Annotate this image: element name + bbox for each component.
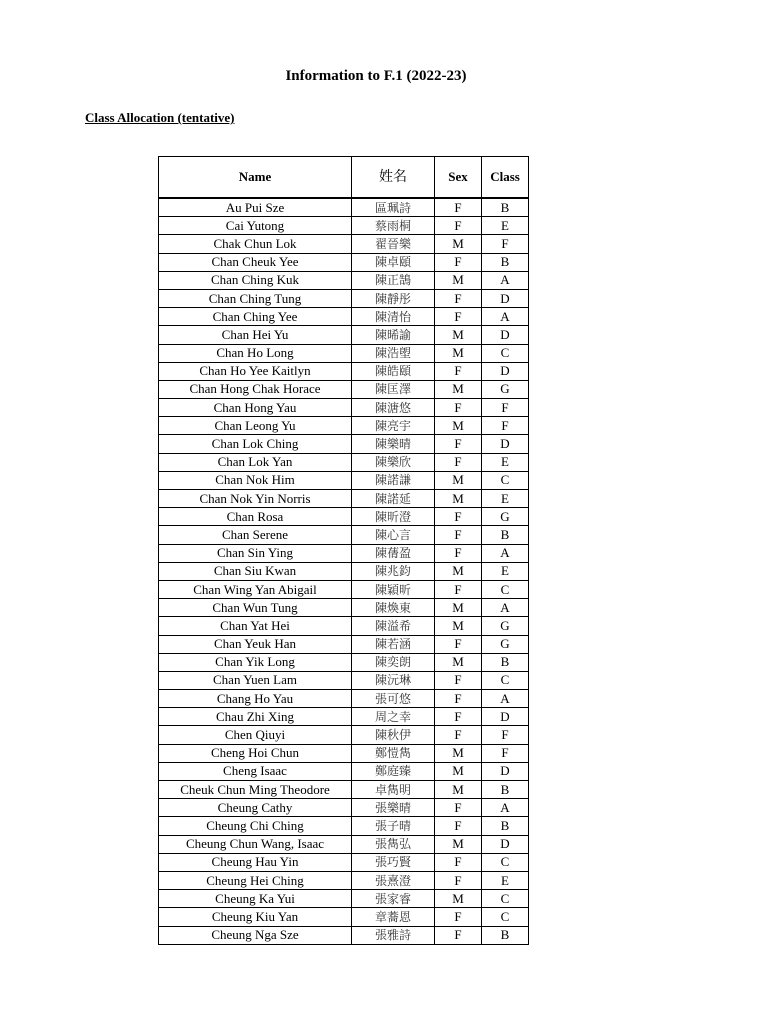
cell-name: Cheung Hei Ching [159, 871, 352, 889]
cell-name: Cheung Hau Yin [159, 853, 352, 871]
cell-sex: F [435, 544, 482, 562]
cell-name: Chan Nok Yin Norris [159, 490, 352, 508]
cell-class: D [482, 362, 529, 380]
cell-class: C [482, 344, 529, 362]
cell-class: F [482, 399, 529, 417]
cell-chinese-name: 章蕎恩 [352, 908, 435, 926]
cell-name: Chan Rosa [159, 508, 352, 526]
cell-name: Chan Yeuk Han [159, 635, 352, 653]
table-row [159, 380, 529, 398]
cell-class: E [482, 217, 529, 235]
cell-chinese-name: 張熹澄 [352, 871, 435, 889]
cell-name: Chan Hong Yau [159, 399, 352, 417]
cell-sex: M [435, 781, 482, 799]
table-row [159, 908, 529, 926]
cell-sex: F [435, 217, 482, 235]
cell-chinese-name: 張雋弘 [352, 835, 435, 853]
cell-chinese-name: 陳浩塱 [352, 344, 435, 362]
cell-class: C [482, 890, 529, 908]
cell-class: B [482, 198, 529, 217]
table-row [159, 235, 529, 253]
cell-sex: M [435, 417, 482, 435]
cell-sex: F [435, 198, 482, 217]
cell-class: B [482, 817, 529, 835]
cell-sex: F [435, 908, 482, 926]
cell-name: Chen Qiuyi [159, 726, 352, 744]
cell-class: F [482, 744, 529, 762]
cell-chinese-name: 周之幸 [352, 708, 435, 726]
cell-chinese-name: 陳奕朗 [352, 653, 435, 671]
cell-sex: F [435, 362, 482, 380]
table-header [159, 157, 529, 199]
cell-class: A [482, 599, 529, 617]
table-row [159, 435, 529, 453]
cell-name: Chan Yuen Lam [159, 671, 352, 689]
cell-class: C [482, 671, 529, 689]
table-row [159, 853, 529, 871]
cell-class: G [482, 380, 529, 398]
cell-name: Chan Ching Kuk [159, 271, 352, 289]
cell-name: Chan Yat Hei [159, 617, 352, 635]
cell-class: A [482, 271, 529, 289]
cell-name: Chan Wing Yan Abigail [159, 580, 352, 598]
table-row [159, 671, 529, 689]
cell-sex: F [435, 253, 482, 271]
cell-sex: M [435, 599, 482, 617]
table-row [159, 599, 529, 617]
cell-name: Cheung Cathy [159, 799, 352, 817]
cell-chinese-name: 陳卓頤 [352, 253, 435, 271]
table-row [159, 308, 529, 326]
cell-name: Chan Ching Tung [159, 289, 352, 307]
header-name: Name [159, 157, 352, 199]
cell-name: Cheung Kiu Yan [159, 908, 352, 926]
cell-chinese-name: 陳穎昕 [352, 580, 435, 598]
cell-sex: M [435, 762, 482, 780]
cell-name: Cheung Chi Ching [159, 817, 352, 835]
table-row [159, 271, 529, 289]
cell-sex: F [435, 671, 482, 689]
cell-name: Chan Hong Chak Horace [159, 380, 352, 398]
cell-name: Chan Yik Long [159, 653, 352, 671]
table-row [159, 835, 529, 853]
table-row [159, 580, 529, 598]
cell-chinese-name: 陳諾謙 [352, 471, 435, 489]
table-row [159, 926, 529, 944]
header-sex: Sex [435, 157, 482, 199]
cell-class: D [482, 708, 529, 726]
table-row [159, 289, 529, 307]
table-row [159, 490, 529, 508]
cell-class: G [482, 508, 529, 526]
table-row [159, 653, 529, 671]
cell-sex: M [435, 235, 482, 253]
cell-name: Chan Wun Tung [159, 599, 352, 617]
cell-chinese-name: 鄭庭臻 [352, 762, 435, 780]
cell-name: Chan Sin Ying [159, 544, 352, 562]
cell-sex: F [435, 289, 482, 307]
table-row [159, 799, 529, 817]
cell-sex: M [435, 271, 482, 289]
cell-chinese-name: 陳匡澤 [352, 380, 435, 398]
cell-name: Chan Siu Kwan [159, 562, 352, 580]
cell-class: D [482, 289, 529, 307]
cell-name: Chan Ho Long [159, 344, 352, 362]
cell-sex: M [435, 326, 482, 344]
table-row [159, 344, 529, 362]
cell-class: F [482, 726, 529, 744]
cell-chinese-name: 張巧賢 [352, 853, 435, 871]
cell-class: E [482, 871, 529, 889]
cell-sex: F [435, 508, 482, 526]
cell-name: Chan Hei Yu [159, 326, 352, 344]
cell-sex: F [435, 853, 482, 871]
cell-name: Chan Lok Ching [159, 435, 352, 453]
cell-sex: M [435, 471, 482, 489]
cell-name: Chan Ching Yee [159, 308, 352, 326]
table-row [159, 762, 529, 780]
table-row [159, 471, 529, 489]
cell-class: D [482, 326, 529, 344]
table-row [159, 508, 529, 526]
cell-sex: F [435, 871, 482, 889]
cell-class: E [482, 453, 529, 471]
table-row [159, 744, 529, 762]
table-row [159, 362, 529, 380]
table-row [159, 617, 529, 635]
cell-class: C [482, 853, 529, 871]
cell-sex: M [435, 344, 482, 362]
cell-class: F [482, 417, 529, 435]
table-row [159, 399, 529, 417]
table-row [159, 453, 529, 471]
cell-chinese-name: 陳樂欣 [352, 453, 435, 471]
cell-class: B [482, 926, 529, 944]
cell-chinese-name: 陳蒨盈 [352, 544, 435, 562]
cell-chinese-name: 陳諾延 [352, 490, 435, 508]
cell-chinese-name: 陳皓頤 [352, 362, 435, 380]
cell-sex: M [435, 490, 482, 508]
cell-chinese-name: 張可悠 [352, 690, 435, 708]
cell-name: Chau Zhi Xing [159, 708, 352, 726]
cell-name: Chan Cheuk Yee [159, 253, 352, 271]
table-row [159, 726, 529, 744]
header-row [159, 157, 529, 199]
cell-sex: F [435, 799, 482, 817]
table-row [159, 781, 529, 799]
cell-chinese-name: 卓雋明 [352, 781, 435, 799]
cell-class: B [482, 526, 529, 544]
cell-name: Cai Yutong [159, 217, 352, 235]
cell-sex: M [435, 653, 482, 671]
table-row [159, 544, 529, 562]
table-row [159, 526, 529, 544]
class-allocation-table [158, 156, 529, 945]
cell-name: Cheng Isaac [159, 762, 352, 780]
cell-chinese-name: 陳昕澄 [352, 508, 435, 526]
cell-sex: M [435, 562, 482, 580]
cell-class: A [482, 544, 529, 562]
cell-sex: F [435, 635, 482, 653]
table-body [159, 198, 529, 944]
cell-chinese-name: 陳溏悠 [352, 399, 435, 417]
table-row [159, 708, 529, 726]
cell-chinese-name: 陳清怡 [352, 308, 435, 326]
cell-chinese-name: 鄭愷雋 [352, 744, 435, 762]
cell-sex: F [435, 580, 482, 598]
cell-chinese-name: 陳心言 [352, 526, 435, 544]
cell-sex: F [435, 817, 482, 835]
header-class: Class [482, 157, 529, 199]
cell-class: A [482, 308, 529, 326]
cell-name: Chak Chun Lok [159, 235, 352, 253]
cell-chinese-name: 張子晴 [352, 817, 435, 835]
table-row [159, 562, 529, 580]
cell-sex: M [435, 617, 482, 635]
cell-sex: M [435, 380, 482, 398]
cell-name: Chan Nok Him [159, 471, 352, 489]
cell-sex: F [435, 526, 482, 544]
cell-chinese-name: 張雅詩 [352, 926, 435, 944]
cell-class: C [482, 908, 529, 926]
table-row [159, 635, 529, 653]
cell-chinese-name: 陳晞諭 [352, 326, 435, 344]
cell-sex: F [435, 453, 482, 471]
table-row [159, 817, 529, 835]
cell-class: D [482, 435, 529, 453]
cell-class: A [482, 690, 529, 708]
cell-name: Chan Lok Yan [159, 453, 352, 471]
cell-name: Cheng Hoi Chun [159, 744, 352, 762]
table-row [159, 417, 529, 435]
cell-name: Cheung Ka Yui [159, 890, 352, 908]
cell-name: Chang Ho Yau [159, 690, 352, 708]
cell-chinese-name: 陳若涵 [352, 635, 435, 653]
table-row [159, 253, 529, 271]
cell-chinese-name: 陳正鵠 [352, 271, 435, 289]
table-row [159, 690, 529, 708]
cell-chinese-name: 陳樂晴 [352, 435, 435, 453]
cell-name: Chan Ho Yee Kaitlyn [159, 362, 352, 380]
cell-name: Au Pui Sze [159, 198, 352, 217]
cell-chinese-name: 陳靜彤 [352, 289, 435, 307]
cell-class: D [482, 835, 529, 853]
cell-class: B [482, 781, 529, 799]
cell-name: Chan Leong Yu [159, 417, 352, 435]
cell-chinese-name: 區珮詩 [352, 198, 435, 217]
cell-chinese-name: 蔡雨桐 [352, 217, 435, 235]
cell-chinese-name: 陳煥東 [352, 599, 435, 617]
table-row [159, 198, 529, 217]
cell-name: Cheuk Chun Ming Theodore [159, 781, 352, 799]
cell-class: E [482, 562, 529, 580]
cell-chinese-name: 陳秋伊 [352, 726, 435, 744]
cell-sex: F [435, 399, 482, 417]
cell-class: A [482, 799, 529, 817]
cell-chinese-name: 張家睿 [352, 890, 435, 908]
section-heading: Class Allocation (tentative) [85, 110, 235, 125]
cell-class: C [482, 580, 529, 598]
cell-name: Cheung Nga Sze [159, 926, 352, 944]
cell-chinese-name: 陳沅琳 [352, 671, 435, 689]
cell-class: C [482, 471, 529, 489]
cell-class: F [482, 235, 529, 253]
cell-sex: F [435, 308, 482, 326]
cell-name: Chan Serene [159, 526, 352, 544]
cell-sex: F [435, 435, 482, 453]
cell-sex: F [435, 726, 482, 744]
cell-sex: F [435, 690, 482, 708]
cell-chinese-name: 陳兆鈞 [352, 562, 435, 580]
cell-chinese-name: 張樂晴 [352, 799, 435, 817]
cell-class: G [482, 635, 529, 653]
cell-class: B [482, 653, 529, 671]
cell-name: Cheung Chun Wang, Isaac [159, 835, 352, 853]
table-row [159, 217, 529, 235]
cell-chinese-name: 陳亮宇 [352, 417, 435, 435]
cell-class: E [482, 490, 529, 508]
cell-class: G [482, 617, 529, 635]
header-chinese-name: 姓名 [352, 157, 435, 199]
cell-chinese-name: 翟晉樂 [352, 235, 435, 253]
document-title: Information to F.1 (2022-23) [285, 68, 467, 84]
cell-chinese-name: 陳溢希 [352, 617, 435, 635]
cell-sex: F [435, 708, 482, 726]
table-row [159, 890, 529, 908]
cell-sex: M [435, 890, 482, 908]
table-row [159, 871, 529, 889]
cell-class: B [482, 253, 529, 271]
table-row [159, 326, 529, 344]
cell-sex: M [435, 744, 482, 762]
cell-sex: F [435, 926, 482, 944]
cell-class: D [482, 762, 529, 780]
cell-sex: M [435, 835, 482, 853]
